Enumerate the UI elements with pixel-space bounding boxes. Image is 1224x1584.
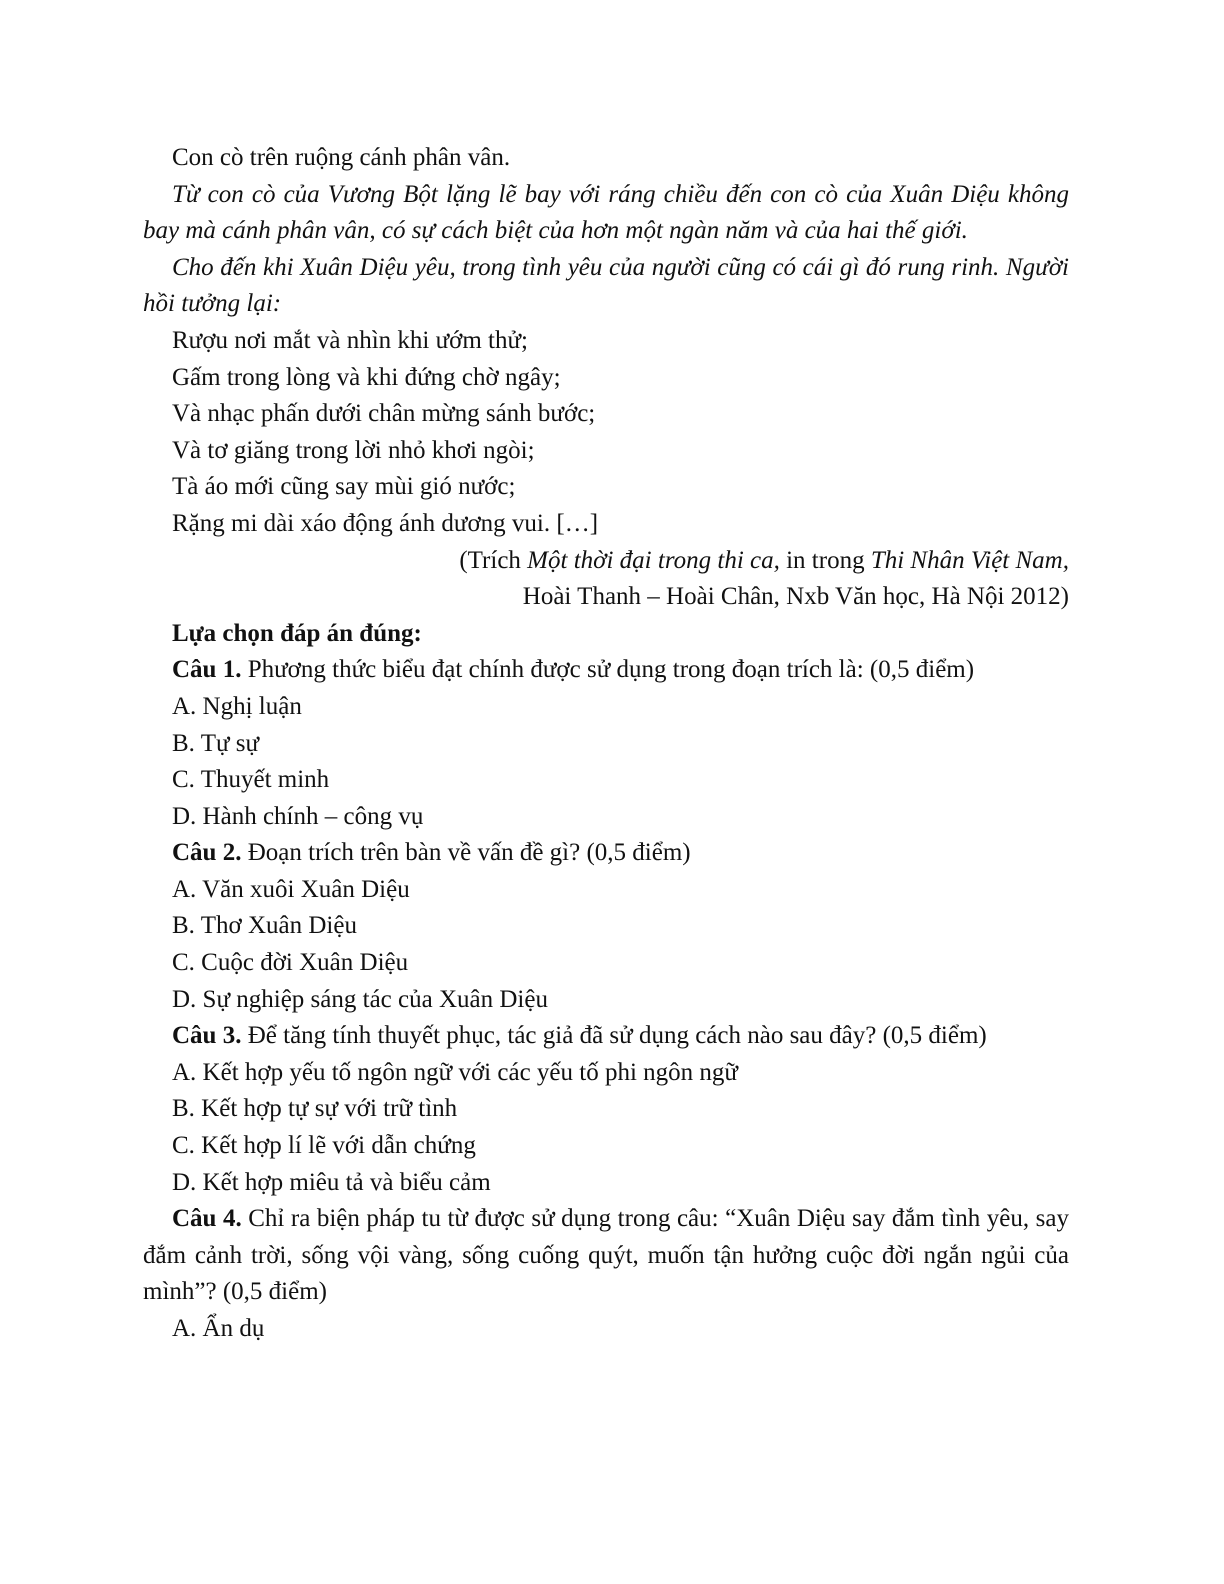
answer-option[interactable]: B. Kết hợp tự sự với trữ tình bbox=[172, 1095, 458, 1123]
verse-line: Con cò trên ruộng cánh phân vân. bbox=[172, 144, 511, 171]
poem-line: Và tơ giăng trong lời nhỏ khơi ngòi; bbox=[172, 436, 535, 464]
question-label: Câu 1. bbox=[172, 656, 242, 684]
answer-option[interactable]: C. Thuyết minh bbox=[172, 766, 330, 794]
poem-line: Rượu nơi mắt và nhìn khi ướm thử; bbox=[172, 326, 528, 354]
citation bbox=[143, 543, 1069, 616]
answer-option[interactable]: B. Tự sự bbox=[172, 729, 260, 757]
question-stem: Câu 2. Đoạn trích trên bàn về vấn đề gì? (0,5 điểm) bbox=[172, 839, 691, 867]
answer-option[interactable]: A. Ẩn dụ bbox=[172, 1315, 265, 1342]
citation-work-title: Một thời đại trong thi ca, bbox=[527, 546, 780, 574]
poem-line: Gấm trong lòng và khi đứng chờ ngây; bbox=[172, 363, 561, 391]
answer-option[interactable]: A. Kết hợp yếu tố ngôn ngữ với các yếu tố phi ngôn ngữ bbox=[172, 1058, 738, 1086]
question-label: Câu 4. bbox=[172, 1205, 242, 1233]
answer-option[interactable]: C. Cuộc đời Xuân Diệu bbox=[172, 949, 409, 977]
document-page bbox=[143, 140, 1069, 1348]
question-stem: Câu 4. Chỉ ra biện pháp tu từ được sử dụng trong câu: “Xuân Diệu say đắm tình yêu, say đắm cảnh trời, sống vội vàng, sống cuống quýt, muốn tận hưởng cuộc đời ngắn ngủi của mình”? (0,5 điểm) bbox=[143, 1205, 1069, 1306]
instruction-heading: Lựa chọn đáp án đúng: bbox=[172, 619, 422, 647]
answer-option[interactable]: B. Thơ Xuân Diệu bbox=[172, 912, 357, 940]
answer-option[interactable]: D. Hành chính – công vụ bbox=[172, 802, 424, 830]
question-stem: Câu 3. Để tăng tính thuyết phục, tác giả đã sử dụng cách nào sau đây? (0,5 điểm) bbox=[172, 1022, 987, 1050]
poem-line: Và nhạc phấn dưới chân mừng sánh bước; bbox=[172, 400, 596, 428]
question-label: Câu 3. bbox=[172, 1022, 242, 1050]
answer-option[interactable]: A. Văn xuôi Xuân Diệu bbox=[172, 875, 410, 903]
answer-option[interactable]: D. Kết hợp miêu tả và biểu cảm bbox=[172, 1168, 491, 1196]
answer-option[interactable]: C. Kết hợp lí lẽ với dẫn chứng bbox=[172, 1132, 476, 1160]
citation-line-2: Hoài Thanh – Hoài Chân, Nxb Văn học, Hà Nội 2012) bbox=[522, 583, 1069, 611]
passage-paragraph-1: Từ con cò của Vương Bột lặng lẽ bay với ráng chiều đến con cò của Xuân Diệu không bay mà cánh phân vân, có sự cách biệt của hơn một ngàn năm và của hai thế giới. bbox=[143, 180, 1069, 245]
answer-option[interactable]: D. Sự nghiệp sáng tác của Xuân Diệu bbox=[172, 985, 548, 1013]
question-stem: Câu 1. Phương thức biểu đạt chính được sử dụng trong đoạn trích là: (0,5 điểm) bbox=[172, 656, 975, 684]
poem-line: Rặng mi dài xáo động ánh dương vui. […] bbox=[172, 509, 599, 537]
poem-line: Tà áo mới cũng say mùi gió nước; bbox=[172, 473, 516, 501]
poem bbox=[143, 323, 1069, 543]
citation-line-1: (Trích Một thời đại trong thi ca, in trong Thi Nhân Việt Nam, bbox=[459, 546, 1069, 574]
passage-paragraph-2: Cho đến khi Xuân Diệu yêu, trong tình yêu của người cũng có cái gì đó rung rinh. Người hồi tưởng lại: bbox=[143, 253, 1069, 318]
answer-option[interactable]: A. Nghị luận bbox=[172, 692, 302, 720]
question-2 bbox=[143, 835, 1069, 1018]
question-4 bbox=[143, 1201, 1069, 1347]
question-1 bbox=[143, 652, 1069, 835]
citation-book-title: Thi Nhân Việt Nam, bbox=[870, 546, 1069, 574]
question-3 bbox=[143, 1018, 1069, 1201]
question-label: Câu 2. bbox=[172, 839, 242, 867]
